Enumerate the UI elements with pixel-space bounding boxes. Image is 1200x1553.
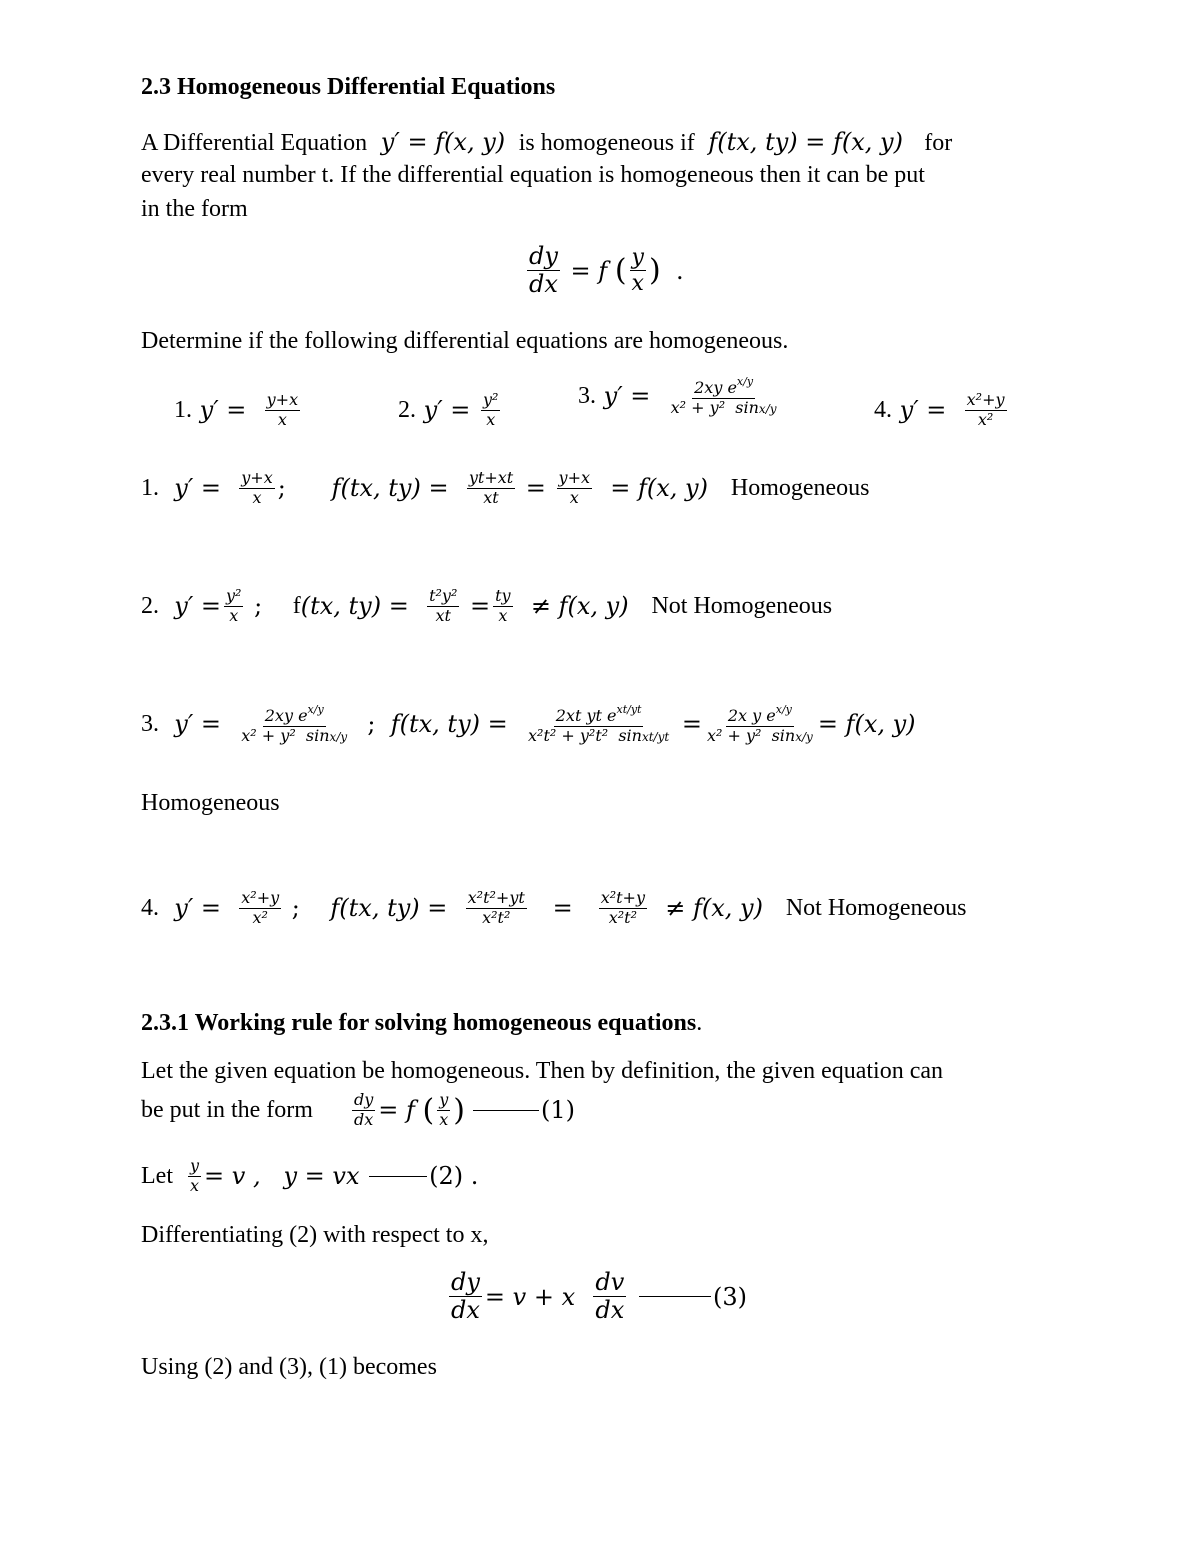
subsection-title-period: . (696, 1010, 703, 1036)
intro-text-a: A Differential Equation (141, 130, 368, 156)
working-rule-line-2-text: be put in the form (141, 1096, 313, 1123)
solution-4-label: 4. (141, 894, 159, 921)
solution-4: 4. y′ = $\frac{\text{x²+y}}{\text{x²}}$ ; f(tx, ty) = $\frac{\text{x²t²+yt}}{\text{x²t²}}$ = $\frac{\text{x²t+y}}{\text{x²t²}}$ ≠ f(x, y) Not Homogeneous (141, 888, 967, 927)
homogeneous-form-equation: $\frac{dy}{dx}$ = f ( $\frac{y}{x}$ ) . (529, 242, 684, 299)
intro-math-1: y′ = f(x, y) (373, 128, 513, 156)
example-3: 3. y′ = $\frac{2xy e^{x/y}}{\text{x² + y² sinx/y}}$ (578, 375, 777, 417)
intro-text-c: for (924, 130, 953, 156)
equation-2-tag: (2) . (429, 1162, 479, 1191)
example-4: 4. y′ = $\frac{\text{x²+y}}{\text{x²}}$ (874, 390, 1005, 429)
solution-3-result: Homogeneous (141, 790, 280, 816)
example-1-label: 1. (174, 396, 192, 423)
solution-1: 1. y′ = $\frac{y+x}{x}$ ; f(tx, ty) = $\frac{yt+xt}{xt}$ = $\frac{y+x}{x}$ = f(x, y) Homogeneous (141, 468, 870, 507)
solution-2-label: 2. (141, 592, 159, 619)
example-1: 1. y′ = $\frac{y+x}{x}$ (174, 390, 299, 429)
working-rule-line-2: be put in the form $\frac{dy}{dx}$ = f ( $\frac{y}{x}$ ) (1) (141, 1090, 575, 1129)
solution-3: 3. y′ = $\frac{2xy e^{x/y}}{\text{x² + y² sinx/y}}$ ; f(tx, ty) = $\frac{2xt yt e^{xt/yt}}{\text{x²t² + y²t² sinxt/yt}}$ = $\frac{2x y e^{x/y}}{\text{x² + y² sinx/y}}$ = f(x, y) (141, 703, 916, 745)
working-rule-line-1: Let the given equation be homogeneous. Then by definition, the given equation can (141, 1058, 944, 1084)
solution-3-label: 3. (141, 710, 159, 737)
subsection-title (141, 1010, 702, 1037)
solution-1-result: Homogeneous (730, 474, 870, 501)
intro-line-1 (141, 128, 952, 157)
subsection-title-text: 2.3.1 Working rule for solving homogeneous equations (141, 1010, 697, 1036)
substitution-line: Let $\frac{y}{x}$ = v , y = vx (2) . (141, 1156, 479, 1195)
equation-3: $\frac{dy}{dx}$ = v + x $\frac{dv}{dx}$ (3) (451, 1268, 747, 1325)
exercise-prompt: Determine if the following differential equations are homogeneous. (141, 328, 789, 354)
equation-3-tag: (3) (712, 1282, 747, 1311)
substitution-let: Let (141, 1162, 173, 1189)
intro-text-b: is homogeneous if (518, 130, 695, 156)
example-2: 2. y′ = $\frac{\text{y²}}{x}$ (398, 390, 499, 429)
example-4-label: 4. (874, 396, 892, 423)
intro-math-2: f(tx, ty) = f(x, y) (700, 128, 919, 156)
final-line: Using (2) and (3), (1) becomes (141, 1354, 437, 1380)
example-2-label: 2. (398, 396, 416, 423)
solution-4-result: Not Homogeneous (785, 894, 967, 921)
equation-1-tag: (1) (540, 1096, 575, 1125)
intro-line-3: in the form (141, 196, 248, 222)
intro-line-2: every real number t. If the differential equation is homogeneous then it can be put (141, 162, 925, 188)
solution-2: 2. y′ = $\frac{\text{y²}}{x}$ ; f (tx, ty) = $\frac{\text{t²y²}}{xt}$ = $\frac{ty}{x}$ ≠ f(x, y) Not Homogeneous (141, 586, 833, 625)
differentiating-line: Differentiating (2) with respect to x, (141, 1222, 489, 1248)
solution-2-result: Not Homogeneous (651, 592, 833, 619)
example-3-label: 3. (578, 382, 596, 409)
solution-1-label: 1. (141, 474, 159, 501)
section-title: 2.3 Homogeneous Differential Equations (141, 74, 556, 100)
